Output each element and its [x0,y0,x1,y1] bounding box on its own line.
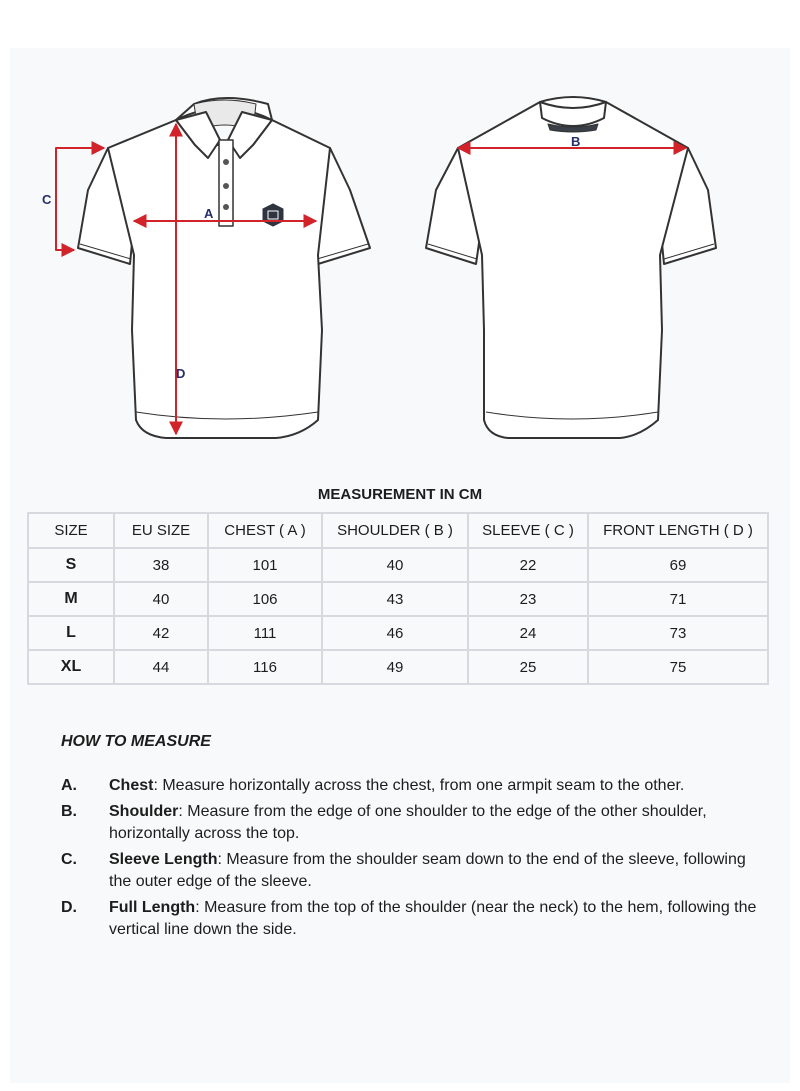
sleeve-label-C: C [42,192,52,207]
cell-sleeve: 25 [468,650,588,684]
item-text: : Measure from the shoulder seam down to the end of the sleeve, following the outer edge of the sleeve. [109,851,746,890]
item-letter: B. [61,803,77,820]
cell-shoulder: 46 [322,616,468,650]
cell-front-length: 73 [588,616,768,650]
shoulder-label-B: B [571,134,581,149]
header-sleeve: SLEEVE ( C ) [468,513,588,548]
cell-chest: 116 [208,650,322,684]
cell-chest: 111 [208,616,322,650]
list-item [61,801,761,845]
chest-label-A: A [204,206,214,221]
header-chest: CHEST ( A ) [208,513,322,548]
item-term: Full Length [109,899,196,916]
list-item [61,897,761,941]
header-front-length: FRONT LENGTH ( D ) [588,513,768,548]
item-text: : Measure from the top of the shoulder (near the neck) to the hem, following the vertical line down the side. [109,899,757,938]
item-term: Shoulder [109,803,179,820]
how-to-measure-list [61,775,761,945]
cell-chest: 106 [208,582,322,616]
front-polo-diagram [56,98,370,438]
header-eu-size: EU SIZE [114,513,208,548]
table-row [28,616,768,650]
table-row [28,650,768,684]
cell-sleeve: 24 [468,616,588,650]
cell-eu-size: 42 [114,616,208,650]
garment-illustrations [0,0,800,470]
how-to-measure-heading: HOW TO MEASURE [61,733,211,750]
cell-shoulder: 49 [322,650,468,684]
table-row [28,548,768,582]
cell-shoulder: 43 [322,582,468,616]
item-text: : Measure from the edge of one shoulder to the edge of the other shoulder, horizontally across the top. [109,803,707,842]
header-shoulder: SHOULDER ( B ) [322,513,468,548]
cell-shoulder: 40 [322,548,468,582]
cell-size: S [28,548,114,582]
cell-size: L [28,616,114,650]
cell-size: M [28,582,114,616]
cell-front-length: 69 [588,548,768,582]
size-chart-table [27,512,769,685]
header-size: SIZE [28,513,114,548]
item-term: Sleeve Length [109,851,218,868]
cell-sleeve: 22 [468,548,588,582]
cell-sleeve: 23 [468,582,588,616]
item-letter: C. [61,851,77,868]
item-term: Chest [109,777,154,794]
cell-eu-size: 44 [114,650,208,684]
item-text: : Measure horizontally across the chest, from one armpit seam to the other. [153,777,685,794]
item-letter: A. [61,777,77,794]
cell-size: XL [28,650,114,684]
length-label-D: D [176,366,186,381]
table-header-row [28,513,768,548]
cell-front-length: 71 [588,582,768,616]
table-row [28,582,768,616]
polo-diagrams [0,0,800,470]
list-item [61,775,761,797]
cell-eu-size: 40 [114,582,208,616]
item-letter: D. [61,899,77,916]
table-title: MEASUREMENT IN CM [317,486,483,503]
cell-front-length: 75 [588,650,768,684]
cell-eu-size: 38 [114,548,208,582]
list-item [61,849,761,893]
cell-chest: 101 [208,548,322,582]
